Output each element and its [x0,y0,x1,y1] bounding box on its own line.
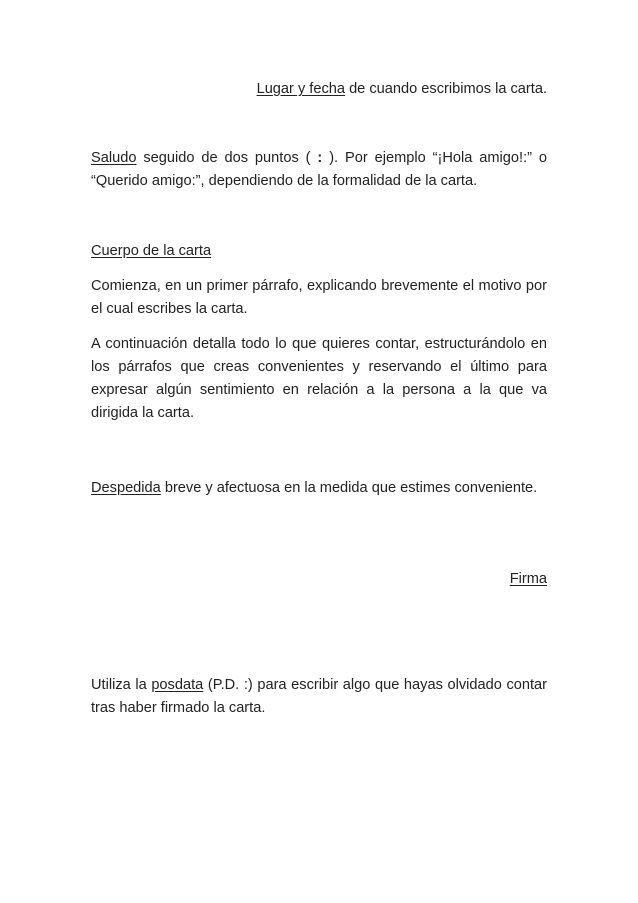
greeting-paragraph [91,147,547,193]
greeting-text-before: seguido de dos puntos ( [136,150,318,166]
greeting-colon: : [317,150,323,166]
signature-line [91,568,547,591]
place-date-line [91,78,547,101]
closing-text: breve y afectuosa en la medida que estimes conveniente. [160,480,538,496]
body-paragraph-1: Comienza, en un primer párrafo, explicando brevemente el motivo por el cual escribes la carta. [91,278,547,317]
body-paragraph-2: A continuación detalla todo lo que quieres contar, estructurándolo en los párrafos que creas convenientes y reservando el último para expresar algún sentimiento en relación a la persona a la que va dirigida la carta. [91,336,547,421]
greeting-text-after: ). Por ejemplo “¡Hola amigo!:” o “Querido amigo:”, dependiendo de la formalidad de la carta. [91,150,547,189]
closing-label: Despedida [91,480,161,496]
postscript-label: posdata [151,677,204,693]
signature-label: Firma [509,571,547,587]
postscript-text-after: (P.D. :) para escribir algo que hayas olvidado contar tras haber firmado la carta. [91,677,548,716]
postscript-paragraph [91,674,547,720]
body-section-label: Cuerpo de la carta [91,243,212,259]
closing-paragraph [91,477,547,500]
place-date-label: Lugar y fecha [256,81,346,97]
place-date-rest: de cuando escribimos la carta. [345,81,547,97]
greeting-label: Saludo [91,150,137,166]
body-section-heading [91,240,547,263]
postscript-text-before: Utiliza la [91,677,152,693]
